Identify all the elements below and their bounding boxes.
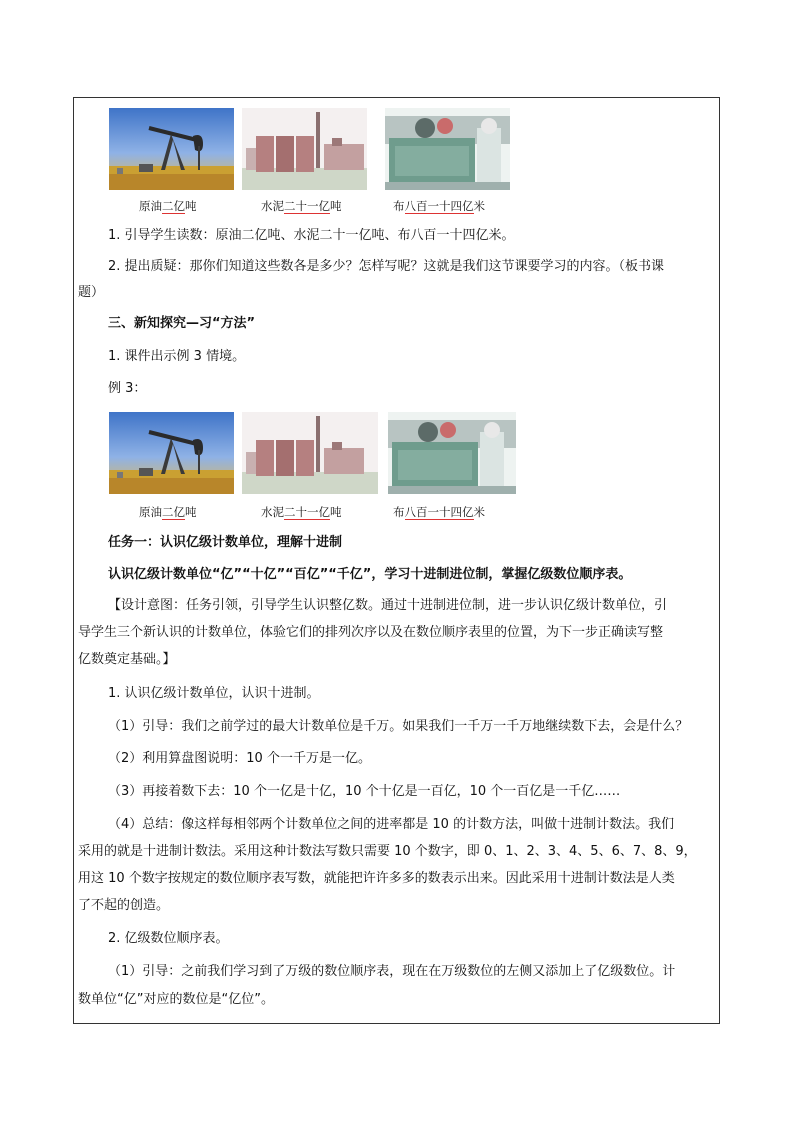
caption-cloth-2 [393,504,485,520]
caption-unit: 吨 [185,505,197,519]
caption-text: 原油 [139,505,162,519]
section-heading: 三、新知探究—习“方法” [108,316,256,331]
text-line: 【设计意图：任务引领，引导学生认识整亿数。通过十进制进位制，进一步认识亿级计数单位，引 [108,598,668,613]
figure-oil [109,108,234,190]
figure-cement [242,108,367,190]
figure-cloth [385,108,510,190]
image-row-1 [109,108,510,190]
caption-number: 二亿 [162,199,185,213]
caption-text: 布 [393,199,405,213]
caption-text: 布 [393,505,405,519]
text-line: 2. 亿级数位顺序表。 [108,931,229,946]
caption-number: 二十一亿 [284,199,330,213]
text-line: 数单位“亿”对应的数位是“亿位”。 [78,992,274,1007]
caption-unit: 米 [473,505,485,519]
image-row-2 [109,412,516,494]
text-line: 1. 认识亿级计数单位，认识十进制。 [108,686,320,701]
document-frame [73,97,720,1024]
caption-cement-2 [261,504,342,520]
text-line: 2. 提出质疑：那你们知道这些数各是多少？怎样写呢？这就是我们这节课要学习的内容。（板书课 [108,259,665,274]
caption-unit: 米 [473,199,485,213]
text-line: 用这 10 个数字按规定的数位顺序表写数，就能把许许多多的数表示出来。因此采用十进制计数法是人类 [78,871,675,886]
text-line: （4）总结：像这样每相邻两个计数单位之间的进率都是 10 的计数方法，叫做十进制计数法。我们 [108,817,675,832]
text-line: （3）再接着数下去：10 个一亿是十亿，10 个十亿是一百亿，10 个一百亿是一千亿…… [108,784,621,799]
caption-row-1 [109,196,529,214]
cement-factory-image [242,412,378,494]
text-line: 例 3： [108,381,147,396]
caption-number: 八百一十四亿 [404,199,474,213]
text-line: 采用的就是十进制计数法。采用这种计数法写数只需要 10 个数字，即 0、1、2、3、4、5、6、7、8、9， [78,844,697,859]
caption-row-2 [109,500,529,518]
caption-oil-2 [139,504,197,520]
caption-text: 水泥 [261,505,284,519]
caption-cement-1 [261,198,342,214]
caption-number: 二亿 [162,505,185,519]
text-line: 导学生三个新认识的计数单位，体验它们的排列次序以及在数位顺序表里的位置，为下一步正确读写整 [78,625,664,640]
text-line: 题） [78,285,105,300]
caption-number: 二十一亿 [284,505,330,519]
text-line: 1. 课件出示例 3 情境。 [108,349,246,364]
text-line: 了不起的创造。 [78,898,170,913]
caption-unit: 吨 [185,199,197,213]
textile-machine-image [385,108,510,190]
caption-text: 水泥 [261,199,284,213]
text-line: （1）引导：我们之前学过的最大计数单位是千万。如果我们一千万一千万地继续数下去，会是什么？ [108,719,689,734]
textile-machine-image [388,412,516,494]
text-line: 亿数奠定基础。】 [78,652,176,667]
caption-number: 八百一十四亿 [404,505,474,519]
caption-unit: 吨 [330,199,342,213]
oil-pump-image [109,412,234,494]
text-line: 1. 引导学生读数：原油二亿吨、水泥二十一亿吨、布八百一十四亿米。 [108,228,515,243]
text-line: （2）利用算盘图说明：10 个一千万是一亿。 [108,751,371,766]
caption-cloth-1 [393,198,485,214]
task-objective: 认识亿级计数单位“亿”“十亿”“百亿”“千亿”，学习十进制进位制，掌握亿级数位顺序表。 [108,567,632,582]
cement-factory-image [242,108,367,190]
caption-text: 原油 [139,199,162,213]
task-heading: 任务一：认识亿级计数单位，理解十进制 [108,535,343,550]
oil-pump-image [109,108,234,190]
caption-oil-1 [139,198,197,214]
text-line: （1）引导：之前我们学习到了万级的数位顺序表，现在在万级数位的左侧又添加上了亿级数位。计 [108,964,676,979]
caption-unit: 吨 [330,505,342,519]
